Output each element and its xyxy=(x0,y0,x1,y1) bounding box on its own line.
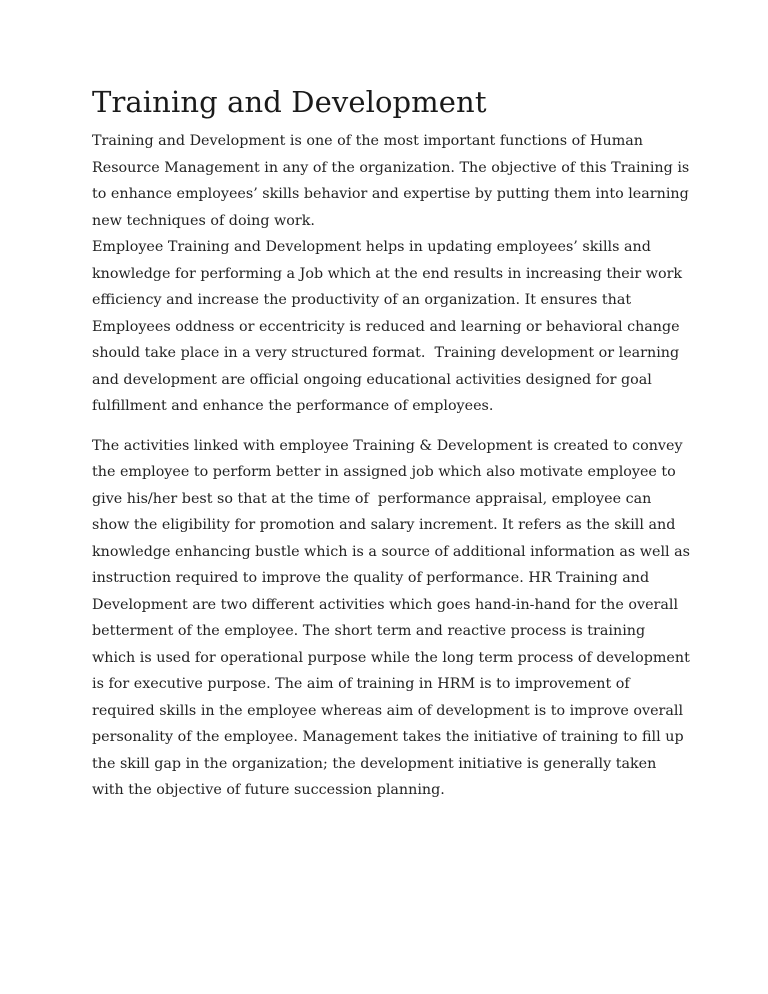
paragraph-1: Training and Development is one of the most important functions of Human Resource Management in any of the organization. The objective of this Training is to enhance employees’ skills behavior and expertise by putting them into learning new techniques of doing work. xyxy=(92,133,694,229)
document-title: Training and Development xyxy=(92,85,487,119)
document-page xyxy=(92,82,695,804)
paragraph-3: The activities linked with employee Training & Development is created to convey the employee to perform better in assigned job which also motivate employee to give his/her best so that at the time of performance appraisal, employee can show the eligibility for promotion and salary increment. It refers as the skill and knowledge enhancing bustle which is a source of additional information as well as instruction required to improve the quality of performance. HR Training and Development are two different activities which goes hand-in-hand for the overall betterment of the employee. The short term and reactive process is training which is used for operational purpose while the long term process of development is for executive purpose. The aim of training in HRM is to improvement of required skills in the employee whereas aim of development is to improve overall personality of the employee. Management takes the initiative of training to fill up the skill gap in the organization; the development initiative is generally taken with the objective of future succession planning. xyxy=(92,437,695,798)
paragraph-2: Employee Training and Development helps in updating employees’ skills and knowledge for performing a Job which at the end results in increasing their work efficiency and increase the productivity of an organization. It ensures that Employees oddness or eccentricity is reduced and learning or behavioral change should take place in a very structured format. Training development or learning and development are official ongoing educational activities designed for goal fulfillment and enhance the performance of employees. xyxy=(92,239,687,414)
